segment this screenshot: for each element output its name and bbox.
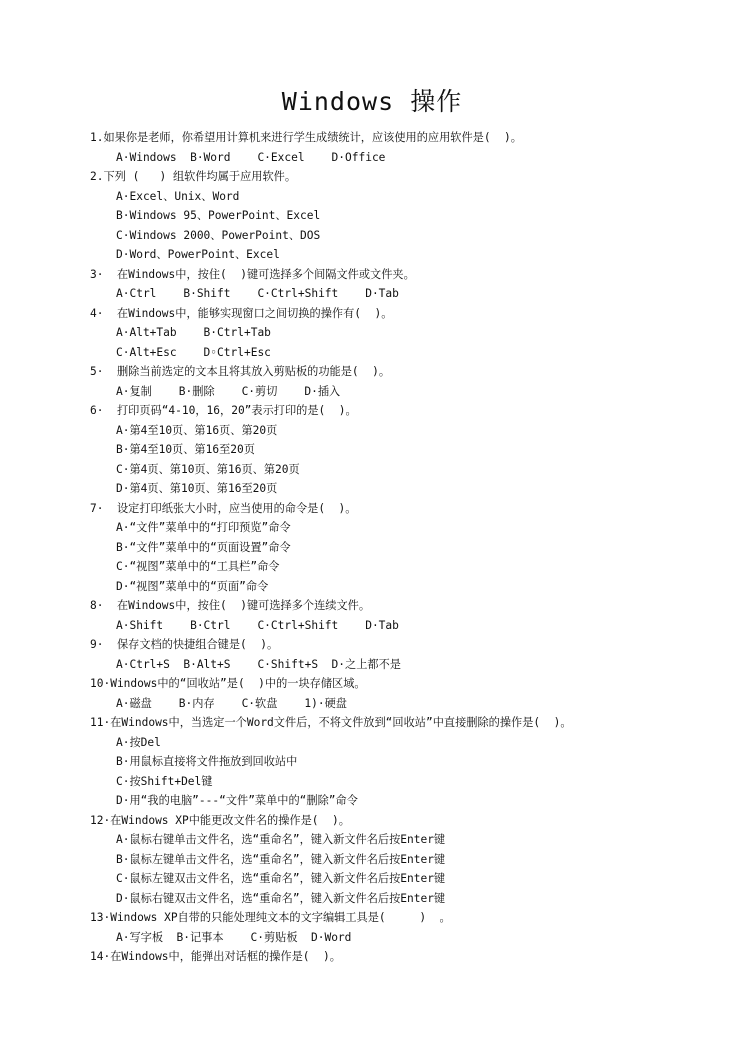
question-text: 10·Windows中的“回收站”是( )中的一块存储区域。 (90, 677, 366, 690)
answer-option: C·第4页、第10页、第16页、第20页 (116, 462, 300, 476)
answer-option: C·按Shift+Del键 (116, 774, 213, 788)
answer-option: D·Word、PowerPoint、Excel (116, 248, 280, 261)
question-text: 12·在Windows XP中能更改文件名的操作是( )。 (90, 813, 350, 827)
answer-option: D·“视图”菜单中的“页面”命令 (116, 579, 269, 593)
question-text: 13·Windows XP自带的只能处理纯文本的文字编辑工具是( ) 。 (90, 911, 451, 924)
answer-option: B·Windows 95、PowerPoint、Excel (116, 209, 321, 222)
answer-option: A·“文件”菜单中的“打印预览”命令 (116, 521, 291, 534)
answer-option: A·按Del (116, 735, 161, 749)
answer-option: D·第4页、第10页、第16至20页 (116, 482, 278, 495)
answer-option: B·“文件”菜单中的“页面设置”命令 (116, 540, 291, 554)
question-text: 6· 打印页码“4-10，16，20”表示打印的是( )。 (90, 404, 357, 417)
question-text: 14·在Windows中，能弹出对话框的操作是( )。 (90, 950, 341, 963)
answer-option: A·复制 B·删除 C·剪切 D·插入 (116, 384, 341, 398)
answer-option: C·Windows 2000、PowerPoint、DOS (116, 228, 321, 242)
answer-option: C·Alt+Esc D◦Ctrl+Esc (116, 345, 271, 359)
answer-option: A·写字板 B·记事本 C·剪贴板 D·Word (116, 930, 352, 944)
answer-option: A·Ctrl B·Shift C·Ctrl+Shift D·Tab (116, 287, 399, 300)
answer-option: A·Alt+Tab B·Ctrl+Tab (116, 326, 271, 339)
answer-option: A·磁盘 B·内存 C·软盘 1)·硬盘 (116, 696, 347, 710)
answer-option: D·鼠标右键双击文件名，选“重命名”，键入新文件名后按Enter键 (116, 891, 446, 905)
question-text: 1.如果你是老师，你希望用计算机来进行学生成绩统计，应该使用的应用软件是( )。 (90, 131, 522, 144)
page-title: Windows 操作 (281, 87, 463, 116)
question-text: 2.下列 ( ) 组软件均属于应用软件。 (90, 170, 297, 183)
question-list (90, 128, 710, 967)
question-text: 3· 在Windows中，按住( )键可选择多个间隔文件或文件夹。 (90, 267, 415, 281)
answer-option: A·Shift B·Ctrl C·Ctrl+Shift D·Tab (116, 618, 399, 632)
answer-option: B·第4至10页、第16至20页 (116, 443, 255, 456)
answer-option: A·第4至10页、第16页、第20页 (116, 423, 278, 437)
answer-option: A·Ctrl+S B·Alt+S C·Shift+S D·之上都不是 (116, 657, 401, 671)
answer-option: C·“视图”菜单中的“工具栏”命令 (116, 560, 280, 573)
question-text: 4· 在Windows中，能够实现窗口之间切换的操作有( )。 (90, 306, 393, 320)
question-text: 5· 删除当前选定的文本且将其放入剪贴板的功能是( )。 (90, 365, 391, 378)
answer-option: B·鼠标左键单击文件名，选“重命名”，键入新文件名后按Enter键 (116, 852, 446, 866)
question-text: 7· 设定打印纸张大小时，应当使用的命令是( )。 (90, 501, 357, 515)
answer-option: A·Excel、Unix、Word (116, 189, 240, 203)
question-text: 9· 保存文档的快捷组合键是( )。 (90, 638, 279, 651)
answer-option: D·用“我的电脑”---“文件”菜单中的“删除”命令 (116, 794, 358, 807)
question-text: 8· 在Windows中，按住( )键可选择多个连续文件。 (90, 599, 371, 612)
answer-option: B·用鼠标直接将文件拖放到回收站中 (116, 755, 298, 768)
answer-option: A·鼠标右键单击文件名，选“重命名”，键入新文件名后按Enter键 (116, 833, 446, 846)
answer-option: C·鼠标左键双击文件名，选“重命名”，键入新文件名后按Enter键 (116, 872, 446, 885)
question-text: 11·在Windows中，当选定一个Word文件后，不将文件放到“回收站”中直接删除的操作是( )。 (90, 716, 572, 729)
answer-option: A·Windows B·Word C·Excel D·Office (116, 150, 386, 164)
